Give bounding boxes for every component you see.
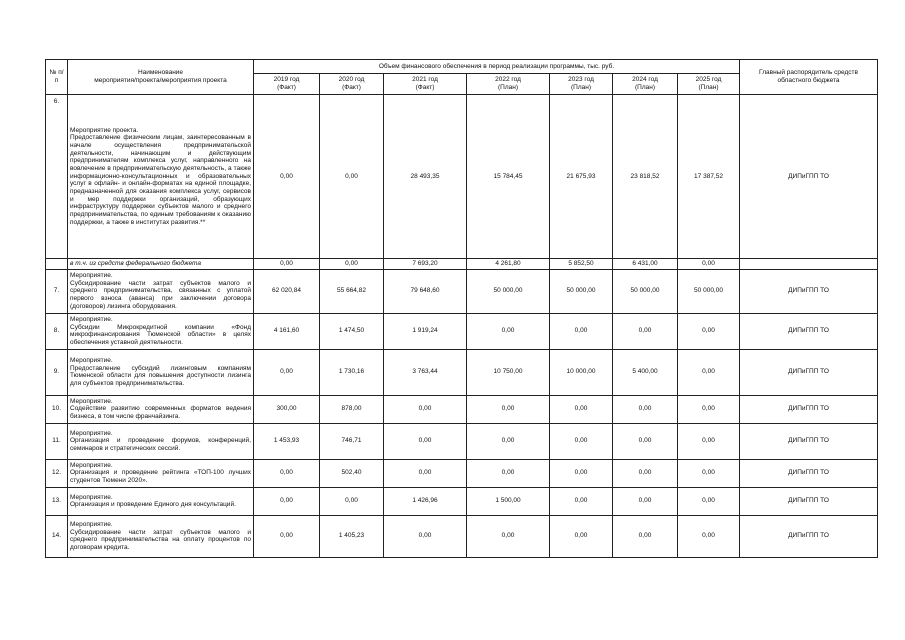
row-value: 23 818,52 xyxy=(613,95,678,259)
row-distributor xyxy=(740,259,878,270)
row-number: 11. xyxy=(46,423,68,459)
row-value: 10 750,00 xyxy=(467,349,550,395)
row-distributor: ДИПиГПП ТО xyxy=(740,313,878,349)
table-row xyxy=(46,515,878,557)
row-value: 0,00 xyxy=(613,515,678,557)
row-value: 79 648,60 xyxy=(384,269,467,313)
row-value: 0,00 xyxy=(678,313,740,349)
row-number: 14. xyxy=(46,515,68,557)
row-value: 1 426,96 xyxy=(384,487,467,515)
row-number: 8. xyxy=(46,313,68,349)
row-value: 0,00 xyxy=(613,313,678,349)
row-value: 6 431,00 xyxy=(613,259,678,270)
row-number: 12. xyxy=(46,459,68,487)
header-year: 2019 год (Факт) xyxy=(254,74,320,95)
row-value: 0,00 xyxy=(320,487,384,515)
row-value: 0,00 xyxy=(384,459,467,487)
row-value: 0,00 xyxy=(613,487,678,515)
row-value: 0,00 xyxy=(320,259,384,270)
row-value: 50 000,00 xyxy=(550,269,613,313)
table-row xyxy=(46,487,878,515)
row-value: 62 020,84 xyxy=(254,269,320,313)
row-value: 0,00 xyxy=(550,487,613,515)
row-name: Мероприятие проекта. Предоставление физическим лицам, заинтересованным в начале осуществления предпринимательской деятельности, начинающим и действующим предпринимателям комплекса услуг, направленного на вовлечение в предпринимательскую деятельность, а также информационно-консультационных и образовательных услуг в офлайн- и онлайн-форматах на единой площадке, предназначенной для оказания комплекса услуг, сервисов и мер поддержки организаций, образующих инфраструктуру поддержки субъектов малого и среднего предпринимательства, по единым требованиям к оказанию поддержки, а также в институтах развития.** xyxy=(68,95,254,259)
table-row xyxy=(46,349,878,395)
row-value: 0,00 xyxy=(467,459,550,487)
row-value: 1 474,50 xyxy=(320,313,384,349)
row-value: 0,00 xyxy=(467,423,550,459)
row-value: 1 730,16 xyxy=(320,349,384,395)
row-distributor: ДИПиГПП ТО xyxy=(740,423,878,459)
row-value: 0,00 xyxy=(613,459,678,487)
row-value: 878,00 xyxy=(320,395,384,423)
row-distributor: ДИПиГПП ТО xyxy=(740,349,878,395)
row-value: 5 400,00 xyxy=(613,349,678,395)
row-number: 6. xyxy=(46,95,68,259)
header-year: 2020 год (Факт) xyxy=(320,74,384,95)
row-value: 0,00 xyxy=(550,515,613,557)
row-value: 0,00 xyxy=(254,259,320,270)
row-value: 0,00 xyxy=(384,423,467,459)
row-value: 0,00 xyxy=(678,395,740,423)
row-name: Мероприятие. Субсидирование части затрат субъектов малого и среднего предпринимательства на оплату процентов по договорам кредита. xyxy=(68,515,254,557)
row-name: Мероприятие. Организация и проведение рейтинга «ТОП-100 лучших студентов Тюмени 2020». xyxy=(68,459,254,487)
row-value: 0,00 xyxy=(678,423,740,459)
row-value: 502,40 xyxy=(320,459,384,487)
row-number: 13. xyxy=(46,487,68,515)
row-name: в т.ч. из средств федерального бюджета xyxy=(68,259,254,270)
row-value: 0,00 xyxy=(678,515,740,557)
row-value: 300,00 xyxy=(254,395,320,423)
row-value: 0,00 xyxy=(613,423,678,459)
row-name: Мероприятие. Предоставление субсидий лизинговым компаниям Тюменской области для повышения доступности лизинга для субъектов предпринимательства. xyxy=(68,349,254,395)
row-value: 4 261,80 xyxy=(467,259,550,270)
row-name: Мероприятие. Организация и проведение форумов, конференций, семинаров и стратегических сессий. xyxy=(68,423,254,459)
row-value: 0,00 xyxy=(678,459,740,487)
row-value: 1 500,00 xyxy=(467,487,550,515)
row-value: 7 693,20 xyxy=(384,259,467,270)
row-name: Мероприятие. Субсидии Микрокредитной компании «Фонд микрофинансирования Тюменской области» в целях обеспечения уставной деятельности. xyxy=(68,313,254,349)
row-value: 0,00 xyxy=(467,313,550,349)
row-name: Мероприятие. Содействие развитию современных форматов ведения бизнеса, в том числе франчайзинга. xyxy=(68,395,254,423)
row-value: 0,00 xyxy=(467,395,550,423)
row-value: 0,00 xyxy=(254,349,320,395)
row-value: 746,71 xyxy=(320,423,384,459)
header-funding: Объем финансового обеспечения в период реализации программы, тыс. руб. xyxy=(254,60,740,74)
header-distributor: Главный распорядитель средств областного бюджета xyxy=(740,60,878,95)
table-row xyxy=(46,423,878,459)
row-name: Мероприятие. Субсидирование части затрат субъектов малого и среднего предпринимательства, связанных с уплатой первого взноса (аванса) при заключении договора (договоров) лизинга оборудования. xyxy=(68,269,254,313)
row-number: 7. xyxy=(46,269,68,313)
row-value: 0,00 xyxy=(550,313,613,349)
row-value: 0,00 xyxy=(678,487,740,515)
row-name: Мероприятие. Организация и проведение Единого дня консультаций. xyxy=(68,487,254,515)
row-value: 0,00 xyxy=(384,515,467,557)
row-value: 0,00 xyxy=(384,395,467,423)
row-value: 0,00 xyxy=(550,423,613,459)
row-value: 0,00 xyxy=(678,259,740,270)
row-value: 21 675,93 xyxy=(550,95,613,259)
header-name: Наименование мероприятия/проекта/мероприятия проекта xyxy=(68,60,254,95)
row-value: 50 000,00 xyxy=(467,269,550,313)
row-number: 10. xyxy=(46,395,68,423)
row-value: 28 493,35 xyxy=(384,95,467,259)
row-value: 3 763,44 xyxy=(384,349,467,395)
row-value: 1 405,23 xyxy=(320,515,384,557)
row-value: 0,00 xyxy=(613,395,678,423)
row-value: 55 664,82 xyxy=(320,269,384,313)
row-value: 50 000,00 xyxy=(613,269,678,313)
header-year: 2023 год (План) xyxy=(550,74,613,95)
header-num: № п/п xyxy=(46,60,68,95)
table-row xyxy=(46,313,878,349)
row-value: 5 852,50 xyxy=(550,259,613,270)
table-row xyxy=(46,269,878,313)
row-value: 17 387,52 xyxy=(678,95,740,259)
row-distributor: ДИПиГПП ТО xyxy=(740,459,878,487)
table-row xyxy=(46,259,878,270)
row-value: 0,00 xyxy=(254,95,320,259)
row-value: 15 784,45 xyxy=(467,95,550,259)
table-row xyxy=(46,95,878,259)
row-distributor: ДИПиГПП ТО xyxy=(740,269,878,313)
table-body xyxy=(46,95,878,558)
row-value: 0,00 xyxy=(550,459,613,487)
header-year: 2022 год (План) xyxy=(467,74,550,95)
header-year: 2025 год (План) xyxy=(678,74,740,95)
row-value: 1 453,93 xyxy=(254,423,320,459)
row-value: 0,00 xyxy=(550,395,613,423)
header-year: 2024 год (План) xyxy=(613,74,678,95)
row-value: 0,00 xyxy=(254,487,320,515)
row-value: 0,00 xyxy=(678,349,740,395)
row-value: 4 161,60 xyxy=(254,313,320,349)
row-distributor: ДИПиГПП ТО xyxy=(740,515,878,557)
funding-table xyxy=(45,59,878,558)
row-distributor: ДИПиГПП ТО xyxy=(740,95,878,259)
table-row xyxy=(46,459,878,487)
row-distributor: ДИПиГПП ТО xyxy=(740,487,878,515)
row-value: 1 919,24 xyxy=(384,313,467,349)
row-number xyxy=(46,259,68,270)
row-value: 0,00 xyxy=(254,515,320,557)
row-distributor: ДИПиГПП ТО xyxy=(740,395,878,423)
table-row xyxy=(46,395,878,423)
row-value: 50 000,00 xyxy=(678,269,740,313)
row-value: 0,00 xyxy=(320,95,384,259)
row-value: 0,00 xyxy=(467,515,550,557)
header-year: 2021 год (Факт) xyxy=(384,74,467,95)
row-number: 9. xyxy=(46,349,68,395)
row-value: 10 000,00 xyxy=(550,349,613,395)
row-value: 0,00 xyxy=(254,459,320,487)
